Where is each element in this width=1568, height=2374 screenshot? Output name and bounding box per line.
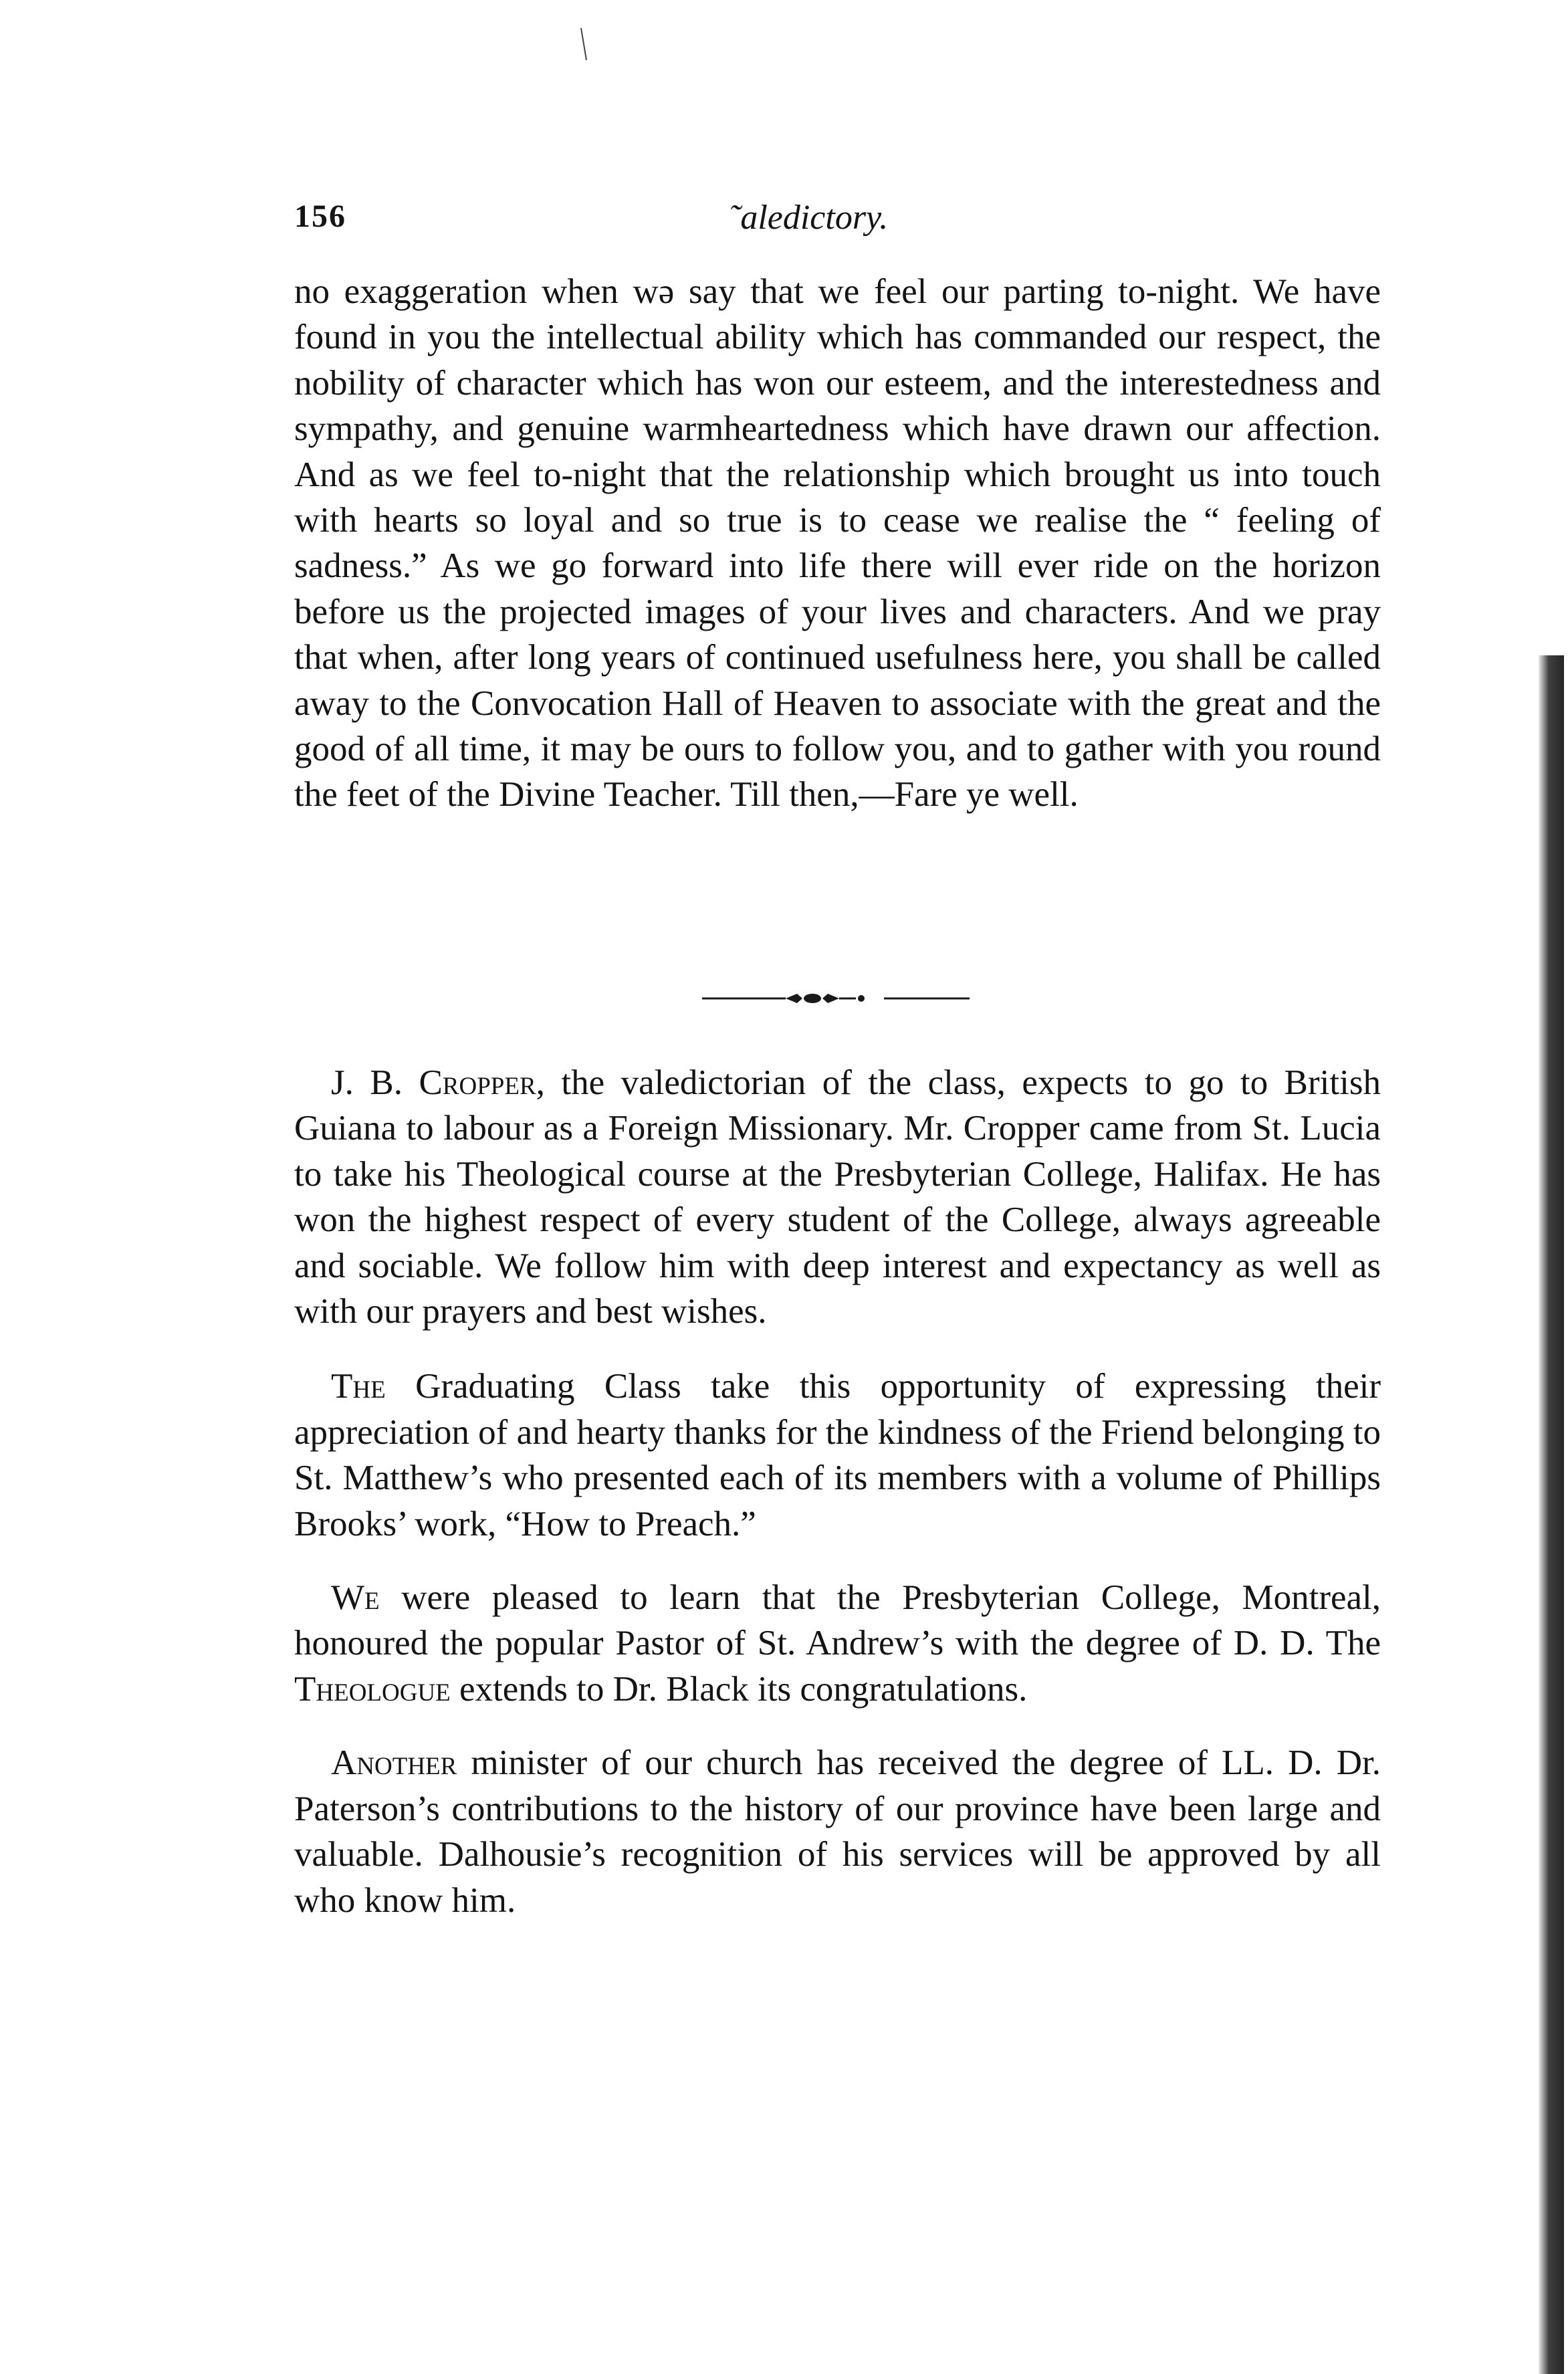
note-text: minister of our church has received the degree of LL. D. Dr. Paterson’s contributions to the history of our province have been large and valuable. Dalhousie’s recognition of his services will be approved by all who know him. <box>294 1743 1381 1920</box>
journal-name: Theologue <box>294 1669 451 1709</box>
scan-speck <box>579 27 588 67</box>
page-number: 156 <box>294 199 346 234</box>
scan-edge-shadow <box>1539 655 1564 2374</box>
note-presbyterian-college <box>294 1575 1381 1712</box>
note-lead: The <box>331 1367 386 1406</box>
note-paterson-degree <box>294 1740 1381 1923</box>
note-graduating-class <box>294 1364 1381 1547</box>
section-divider-ornament <box>702 988 970 1008</box>
valedictory-section <box>294 269 1381 818</box>
notes-section <box>294 1060 1381 1951</box>
note-lead: We <box>331 1578 380 1618</box>
note-cropper <box>294 1060 1381 1334</box>
note-text: the valedictorian of the class, expects to go to British Guiana to labour as a Foreign Missionary. Mr. Cropper came from St. Lucia to take his Theological course at the Presbyterian College, Halifax. He has won the highest respect of every student of the College, always agreeable and sociable. We follow him with deep interest and expectancy as well as with our prayers and best wishes. <box>294 1063 1381 1331</box>
note-text: extends to Dr. Black its congratulations. <box>450 1669 1028 1709</box>
note-lead: J. B. Cropper, <box>331 1063 545 1102</box>
note-lead: Another <box>331 1743 457 1783</box>
page-header <box>294 198 1377 245</box>
note-text: were pleased to learn that the Presbyterian College, Montreal, honoured the popular Pastor of St. Andrew’s with the degree of D. D. The <box>294 1578 1381 1663</box>
running-title: ˜aledictory. <box>729 199 889 237</box>
valedictory-paragraph: no exaggeration when wə say that we feel our parting to-night. We have found in you the intellectual ability which has commanded our respect, the nobility of character which has won our esteem, and the interestedness and sympathy, and genuine warmheartedness which have drawn our affection. And as we feel to-night that the relationship which brought us into touch with hearts so loyal and so true is to cease we realise the “ feeling of sadness.” As we go forward into life there will ever ride on the horizon before us the projected images of your lives and characters. And we pray that when, after long years of continued usefulness here, you shall be called away to the Convocation Hall of Heaven to associate with the great and the good of all time, it may be ours to follow you, and to gather with you round the feet of the Divine Teacher. Till then,—Fare ye well. <box>294 272 1381 815</box>
note-text: Graduating Class take this opportunity of expressing their appreciation of and hearty thanks for the kindness of the Friend belonging to St. Matthew’s who presented each of its members with a volume of Phillips Brooks’ work, “How to Preach.” <box>294 1367 1381 1543</box>
